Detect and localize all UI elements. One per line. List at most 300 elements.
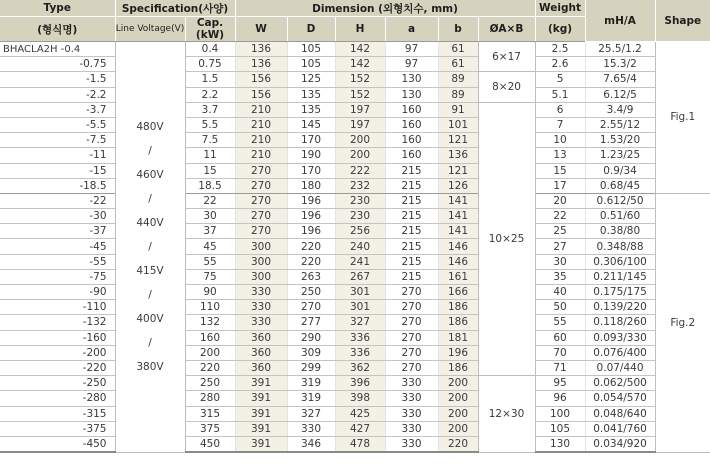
cell-b: 146 [438, 254, 478, 269]
cell-d: 263 [287, 269, 335, 284]
cell-weight: 60 [535, 330, 585, 345]
cell-h: 398 [335, 391, 385, 406]
header-shape: Shape [655, 0, 710, 42]
cell-type: -11 [0, 148, 115, 163]
table-row [0, 269, 710, 284]
cell-a: 97 [385, 57, 438, 72]
cell-mh: 0.093/330 [585, 330, 655, 345]
header-line-voltage: Line Voltage(V) [115, 17, 185, 42]
cell-a: 270 [385, 315, 438, 330]
table-row [0, 300, 710, 315]
cell-w: 300 [235, 254, 287, 269]
table-row [0, 315, 710, 330]
table-row [0, 224, 710, 239]
cell-d: 250 [287, 285, 335, 300]
cell-a: 215 [385, 269, 438, 284]
cell-cap: 37 [185, 224, 235, 239]
cell-w: 210 [235, 117, 287, 132]
cell-type: -200 [0, 345, 115, 360]
cell-h: 142 [335, 57, 385, 72]
table-body [0, 42, 710, 453]
cell-type: -18.5 [0, 178, 115, 193]
cell-d: 135 [287, 87, 335, 102]
table-row [0, 376, 710, 391]
cell-h: 152 [335, 87, 385, 102]
cell-mh: 0.211/145 [585, 269, 655, 284]
cell-mh: 0.175/175 [585, 285, 655, 300]
cell-w: 330 [235, 285, 287, 300]
table-header [0, 0, 710, 42]
cell-d: 170 [287, 163, 335, 178]
cell-b: 200 [438, 376, 478, 391]
cell-a: 160 [385, 102, 438, 117]
voltage-text: 460V [136, 168, 164, 181]
table-row [0, 239, 710, 254]
cell-h: 200 [335, 133, 385, 148]
cell-d: 330 [287, 421, 335, 436]
cell-a: 130 [385, 72, 438, 87]
cell-type: -37 [0, 224, 115, 239]
cell-a: 330 [385, 406, 438, 421]
cell-w: 270 [235, 163, 287, 178]
cell-b: 121 [438, 163, 478, 178]
header-mh: mH/A [585, 0, 655, 42]
cell-b: 89 [438, 72, 478, 87]
cell-mh: 0.306/100 [585, 254, 655, 269]
table-row [0, 133, 710, 148]
cell-cap: 315 [185, 406, 235, 421]
cell-w: 270 [235, 178, 287, 193]
cell-cap: 280 [185, 391, 235, 406]
cell-w: 270 [235, 193, 287, 208]
table-row [0, 360, 710, 375]
cell-w: 156 [235, 72, 287, 87]
cell-cap: 18.5 [185, 178, 235, 193]
cell-mh: 0.68/45 [585, 178, 655, 193]
cell-type: -0.75 [0, 57, 115, 72]
cell-d: 319 [287, 391, 335, 406]
cell-weight: 35 [535, 269, 585, 284]
table-row [0, 72, 710, 87]
cell-w: 391 [235, 391, 287, 406]
cell-type: BHACLA2H -0.4 [0, 42, 115, 57]
cell-weight: 6 [535, 102, 585, 117]
cell-d: 105 [287, 57, 335, 72]
cell-type: -15 [0, 163, 115, 178]
header-b: b [438, 17, 478, 42]
cell-a: 330 [385, 376, 438, 391]
cell-w: 136 [235, 57, 287, 72]
table-row [0, 345, 710, 360]
cell-weight: 40 [535, 285, 585, 300]
cell-d: 170 [287, 133, 335, 148]
table-row [0, 193, 710, 208]
cell-b: 141 [438, 209, 478, 224]
cell-mh: 0.9/34 [585, 163, 655, 178]
cell-h: 362 [335, 360, 385, 375]
cell-d: 196 [287, 193, 335, 208]
cell-type: -90 [0, 285, 115, 300]
cell-d: 105 [287, 42, 335, 57]
cell-b: 186 [438, 300, 478, 315]
cell-a: 215 [385, 178, 438, 193]
cell-weight: 55 [535, 315, 585, 330]
cell-weight: 130 [535, 436, 585, 452]
header-h: H [335, 17, 385, 42]
cell-b: 126 [438, 178, 478, 193]
cell-weight: 71 [535, 360, 585, 375]
voltage-text: 415V [136, 264, 164, 277]
cell-b: 200 [438, 406, 478, 421]
table-row [0, 163, 710, 178]
voltage-text: 480V [136, 120, 164, 133]
cell-h: 200 [335, 148, 385, 163]
cell-a: 330 [385, 436, 438, 452]
cell-w: 360 [235, 330, 287, 345]
cell-weight: 95 [535, 376, 585, 391]
cell-cap: 250 [185, 376, 235, 391]
voltage-text: 400V [136, 312, 164, 325]
table-row [0, 330, 710, 345]
cell-a: 215 [385, 224, 438, 239]
cell-shape: Fig.1 [655, 42, 710, 194]
cell-weight: 13 [535, 148, 585, 163]
cell-type: -1.5 [0, 72, 115, 87]
cell-cap: 1.5 [185, 72, 235, 87]
cell-weight: 20 [535, 193, 585, 208]
header-cap: Cap.(kW) [185, 17, 235, 42]
cell-d: 180 [287, 178, 335, 193]
cell-a: 330 [385, 391, 438, 406]
cell-mh: 3.4/9 [585, 102, 655, 117]
cell-a: 130 [385, 87, 438, 102]
cell-h: 301 [335, 300, 385, 315]
cell-a: 160 [385, 148, 438, 163]
cell-cap: 90 [185, 285, 235, 300]
cell-type: -160 [0, 330, 115, 345]
cell-cap: 5.5 [185, 117, 235, 132]
cell-h: 240 [335, 239, 385, 254]
header-d: D [287, 17, 335, 42]
cell-h: 197 [335, 117, 385, 132]
cell-w: 360 [235, 360, 287, 375]
cell-d: 319 [287, 376, 335, 391]
cell-b: 61 [438, 42, 478, 57]
header-kg: (kg) [535, 17, 585, 42]
cell-b: 200 [438, 421, 478, 436]
cell-mh: 0.612/50 [585, 193, 655, 208]
cell-cap: 30 [185, 209, 235, 224]
cell-type: -2.2 [0, 87, 115, 102]
cell-b: 186 [438, 360, 478, 375]
table-row [0, 102, 710, 117]
cell-b: 196 [438, 345, 478, 360]
cell-shape: Fig.2 [655, 193, 710, 452]
cell-cap: 220 [185, 360, 235, 375]
cell-weight: 50 [535, 300, 585, 315]
cell-type: -315 [0, 406, 115, 421]
cell-d: 196 [287, 209, 335, 224]
cell-cap: 132 [185, 315, 235, 330]
cell-h: 256 [335, 224, 385, 239]
cell-weight: 100 [535, 406, 585, 421]
cell-a: 160 [385, 133, 438, 148]
header-a: a [385, 17, 438, 42]
cell-w: 210 [235, 148, 287, 163]
cell-w: 330 [235, 315, 287, 330]
cell-b: 146 [438, 239, 478, 254]
cell-a: 270 [385, 345, 438, 360]
cell-mh: 2.55/12 [585, 117, 655, 132]
cell-d: 309 [287, 345, 335, 360]
cell-h: 142 [335, 42, 385, 57]
cell-mh: 0.041/760 [585, 421, 655, 436]
cell-b: 101 [438, 117, 478, 132]
table-row [0, 254, 710, 269]
cell-type: -110 [0, 300, 115, 315]
cell-d: 299 [287, 360, 335, 375]
cell-type: -5.5 [0, 117, 115, 132]
header-dimension: Dimension (외형치수, mm) [235, 0, 535, 17]
voltage-text: / [148, 336, 152, 349]
cell-d: 125 [287, 72, 335, 87]
cell-mh: 0.07/440 [585, 360, 655, 375]
header-spec: Specification(사양) [115, 0, 235, 17]
cell-b: 186 [438, 315, 478, 330]
cell-weight: 10 [535, 133, 585, 148]
cell-h: 232 [335, 178, 385, 193]
cell-mh: 0.38/80 [585, 224, 655, 239]
cell-cap: 375 [185, 421, 235, 436]
cell-weight: 30 [535, 254, 585, 269]
cell-h: 425 [335, 406, 385, 421]
cell-d: 270 [287, 300, 335, 315]
cell-cap: 0.4 [185, 42, 235, 57]
cell-a: 215 [385, 209, 438, 224]
cell-a: 160 [385, 117, 438, 132]
cell-type: -7.5 [0, 133, 115, 148]
cell-w: 156 [235, 87, 287, 102]
cell-type: -3.7 [0, 102, 115, 117]
cell-h: 241 [335, 254, 385, 269]
cell-type: -280 [0, 391, 115, 406]
cell-type: -75 [0, 269, 115, 284]
cell-cap: 75 [185, 269, 235, 284]
cell-weight: 5.1 [535, 87, 585, 102]
cell-d: 327 [287, 406, 335, 421]
cell-weight: 17 [535, 178, 585, 193]
cell-w: 210 [235, 133, 287, 148]
cell-h: 336 [335, 330, 385, 345]
cell-cap: 22 [185, 193, 235, 208]
cell-a: 215 [385, 193, 438, 208]
cell-h: 478 [335, 436, 385, 452]
cell-a: 215 [385, 239, 438, 254]
cell-b: 89 [438, 87, 478, 102]
cell-type: -375 [0, 421, 115, 436]
cell-d: 220 [287, 254, 335, 269]
header-type: Type [0, 0, 115, 17]
cell-w: 391 [235, 436, 287, 452]
cell-d: 135 [287, 102, 335, 117]
cell-cap: 11 [185, 148, 235, 163]
cell-a: 97 [385, 42, 438, 57]
voltage-text: / [148, 240, 152, 253]
cell-type: -55 [0, 254, 115, 269]
cell-b: 200 [438, 391, 478, 406]
cell-d: 346 [287, 436, 335, 452]
cell-cap: 3.7 [185, 102, 235, 117]
header-hole-ab: ØA×B [478, 17, 535, 42]
cell-weight: 105 [535, 421, 585, 436]
table-row [0, 87, 710, 102]
cell-cap: 160 [185, 330, 235, 345]
cell-type: -22 [0, 193, 115, 208]
table-row [0, 436, 710, 452]
table-row [0, 406, 710, 421]
cell-h: 327 [335, 315, 385, 330]
cell-w: 210 [235, 102, 287, 117]
cell-hole-ab: 6×17 [478, 42, 535, 72]
cell-type: -220 [0, 360, 115, 375]
cell-w: 300 [235, 269, 287, 284]
cell-w: 391 [235, 376, 287, 391]
cell-w: 270 [235, 209, 287, 224]
cell-h: 336 [335, 345, 385, 360]
cell-b: 181 [438, 330, 478, 345]
header-type-ko: (형식명) [0, 17, 115, 42]
cell-d: 196 [287, 224, 335, 239]
cell-weight: 15 [535, 163, 585, 178]
cell-type: -132 [0, 315, 115, 330]
cell-hole-ab: 10×25 [478, 102, 535, 375]
cell-w: 391 [235, 406, 287, 421]
cell-mh: 0.062/500 [585, 376, 655, 391]
cell-a: 330 [385, 421, 438, 436]
cell-mh: 15.3/2 [585, 57, 655, 72]
cell-cap: 15 [185, 163, 235, 178]
cell-type: -30 [0, 209, 115, 224]
cell-a: 270 [385, 300, 438, 315]
cell-mh: 6.12/5 [585, 87, 655, 102]
cell-d: 220 [287, 239, 335, 254]
table-row [0, 178, 710, 193]
cell-a: 270 [385, 330, 438, 345]
cell-weight: 27 [535, 239, 585, 254]
cell-b: 161 [438, 269, 478, 284]
cell-cap: 200 [185, 345, 235, 360]
cell-h: 396 [335, 376, 385, 391]
cell-h: 267 [335, 269, 385, 284]
cell-weight: 7 [535, 117, 585, 132]
voltage-text: / [148, 144, 152, 157]
cell-b: 91 [438, 102, 478, 117]
cell-weight: 70 [535, 345, 585, 360]
cell-b: 166 [438, 285, 478, 300]
cell-h: 301 [335, 285, 385, 300]
cell-a: 215 [385, 163, 438, 178]
cell-hole-ab: 8×20 [478, 72, 535, 102]
cell-b: 61 [438, 57, 478, 72]
cell-mh: 0.076/400 [585, 345, 655, 360]
cell-h: 152 [335, 72, 385, 87]
cell-mh: 0.139/220 [585, 300, 655, 315]
cell-type: -45 [0, 239, 115, 254]
cell-hole-ab: 12×30 [478, 376, 535, 452]
cell-cap: 450 [185, 436, 235, 452]
voltage-text: / [148, 192, 152, 205]
cell-mh: 7.65/4 [585, 72, 655, 87]
cell-b: 220 [438, 436, 478, 452]
table-row [0, 209, 710, 224]
cell-type: -450 [0, 436, 115, 452]
cell-cap: 7.5 [185, 133, 235, 148]
cell-a: 215 [385, 254, 438, 269]
table-row [0, 148, 710, 163]
table-row [0, 421, 710, 436]
table-row [0, 57, 710, 72]
cell-cap: 2.2 [185, 87, 235, 102]
cell-mh: 1.23/25 [585, 148, 655, 163]
cell-w: 136 [235, 42, 287, 57]
cell-weight: 2.5 [535, 42, 585, 57]
table-row [0, 285, 710, 300]
cell-weight: 5 [535, 72, 585, 87]
cell-h: 222 [335, 163, 385, 178]
cell-w: 270 [235, 224, 287, 239]
voltage-text: 440V [136, 216, 164, 229]
cell-d: 290 [287, 330, 335, 345]
cell-d: 190 [287, 148, 335, 163]
cell-b: 136 [438, 148, 478, 163]
cell-h: 230 [335, 193, 385, 208]
cell-mh: 0.048/640 [585, 406, 655, 421]
cell-w: 330 [235, 300, 287, 315]
cell-mh: 0.51/60 [585, 209, 655, 224]
cell-weight: 22 [535, 209, 585, 224]
cell-weight: 96 [535, 391, 585, 406]
cell-cap: 55 [185, 254, 235, 269]
cell-mh: 1.53/20 [585, 133, 655, 148]
cell-b: 121 [438, 133, 478, 148]
table-row [0, 42, 710, 57]
cell-mh: 25.5/1.2 [585, 42, 655, 57]
cell-d: 145 [287, 117, 335, 132]
cell-mh: 0.054/570 [585, 391, 655, 406]
table-row [0, 117, 710, 132]
table-row [0, 391, 710, 406]
cell-w: 360 [235, 345, 287, 360]
cell-d: 277 [287, 315, 335, 330]
cell-h: 427 [335, 421, 385, 436]
cell-weight: 25 [535, 224, 585, 239]
cell-mh: 0.348/88 [585, 239, 655, 254]
line-voltage-cell [115, 42, 185, 453]
cell-type: -250 [0, 376, 115, 391]
cell-b: 141 [438, 224, 478, 239]
header-w: W [235, 17, 287, 42]
voltage-text: 380V [136, 360, 164, 373]
cell-a: 270 [385, 360, 438, 375]
voltage-text: / [148, 288, 152, 301]
cell-w: 300 [235, 239, 287, 254]
cell-h: 230 [335, 209, 385, 224]
cell-weight: 2.6 [535, 57, 585, 72]
cell-cap: 45 [185, 239, 235, 254]
cell-mh: 0.118/260 [585, 315, 655, 330]
cell-cap: 110 [185, 300, 235, 315]
cell-b: 141 [438, 193, 478, 208]
